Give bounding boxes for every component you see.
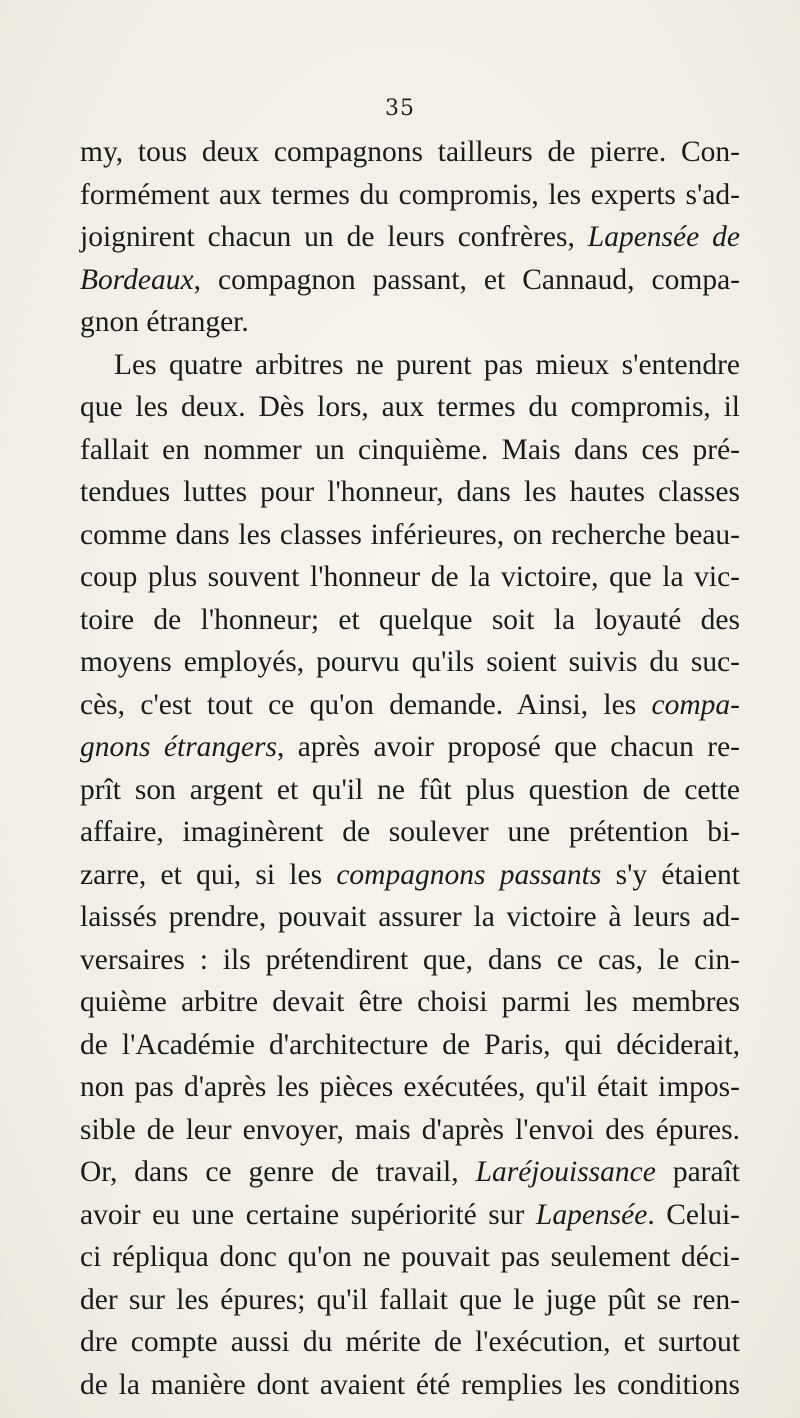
italic-segment: Lapensée [535,1198,648,1231]
text-line [80,1024,740,1067]
text-line [80,259,740,302]
text-line [80,726,740,769]
text-segment: de la manière dont avaient été remplies les conditions [80,1368,740,1401]
text-segment: affaire, imaginèrent de soulever une prétention bi- [80,816,740,848]
text-segment: , après avoir proposé que chacun re- [276,731,740,763]
text-line [80,599,740,642]
text-line [80,386,740,429]
italic-segment: gnons étrangers [80,731,277,763]
text-segment: fallait en nommer un cinquième. Mais dans ces pré- [80,433,740,466]
text-segment: Or, dans ce genre de travail, [80,1156,476,1188]
text-segment: coup plus souvent l'honneur de la victoire, que la vic- [80,561,740,593]
text-line [80,174,740,217]
text-segment: ci répliqua donc qu'on ne pouvait pas seulement déci- [80,1241,740,1273]
text-segment: zarre, et qui, si les [80,858,337,891]
body-text [80,131,740,1406]
text-segment: dre compte aussi du mérite de l'exécution, et surtout [80,1326,740,1358]
text-line [80,769,740,812]
text-line [80,854,740,897]
text-segment: versaires : ils prétendirent que, dans ce cas, le cin- [80,943,740,976]
text-segment: prît son argent et qu'il ne fût plus question de cette [80,773,740,806]
text-segment: joignirent chacun un de leurs confrères, [80,221,588,253]
text-segment: toire de l'honneur; et quelque soit la loyauté des [80,603,740,636]
text-line [80,1194,740,1237]
text-segment: de l'Académie d'architecture de Paris, qui déciderait, [80,1028,740,1061]
text-segment: s'y étaient [601,858,740,891]
italic-segment: Bordeaux [80,263,194,296]
text-segment: paraît [655,1156,740,1188]
text-line [80,1066,740,1109]
text-line [80,1321,740,1364]
text-line [80,896,740,939]
text-segment: non pas d'après les pièces exécutées, qu'il était impos- [80,1071,740,1103]
text-line [80,1364,740,1407]
text-segment: laissés prendre, pouvait assurer la victoire à leurs ad- [80,901,740,933]
page-number: 35 [385,96,415,121]
text-segment: que les deux. Dès lors, aux termes du compromis, il [80,391,740,423]
text-line [80,1236,740,1279]
text-line [80,471,740,514]
text-segment: gnon étranger. [80,306,249,338]
text-line [80,641,740,684]
text-segment: . Celui- [647,1198,740,1231]
text-segment: tendues luttes pour l'honneur, dans les hautes classes [80,476,740,508]
text-line [80,514,740,557]
text-line [80,131,740,174]
text-segment: my, tous deux compagnons tailleurs de pierre. Con- [80,136,740,168]
text-segment: formément aux termes du compromis, les experts s'ad- [80,178,740,211]
text-line [80,981,740,1024]
text-segment: , compagnon passant, et Cannaud, compa- [193,263,740,296]
text-line [80,684,740,727]
text-line [80,556,740,599]
text-line [80,301,740,344]
italic-segment: compagnons passants [336,858,602,891]
text-line [80,811,740,854]
italic-segment: Lapensée de [587,221,740,253]
text-line [80,216,740,259]
text-line [80,939,740,982]
text-line [80,1151,740,1194]
text-segment: avoir eu une certaine supériorité sur [80,1198,536,1231]
text-line [80,344,740,387]
italic-segment: compa- [651,688,740,721]
text-segment: quième arbitre devait être choisi parmi les membres [80,986,740,1018]
italic-segment: Laréjouissance [475,1156,656,1188]
text-line [80,1279,740,1322]
text-segment: Les quatre arbitres ne purent pas mieux s'entendre [114,348,740,381]
text-segment: comme dans les classes inférieures, on recherche beau- [80,518,740,551]
text-segment: sible de leur envoyer, mais d'après l'envoi des épures. [80,1113,740,1146]
text-segment: moyens employés, pourvu qu'ils soient suivis du suc- [80,646,740,678]
text-line [80,1109,740,1152]
text-segment: der sur les épures; qu'il fallait que le juge pût se ren- [80,1283,740,1316]
text-segment: cès, c'est tout ce qu'on demande. Ainsi, les [80,688,652,721]
text-line [80,429,740,472]
